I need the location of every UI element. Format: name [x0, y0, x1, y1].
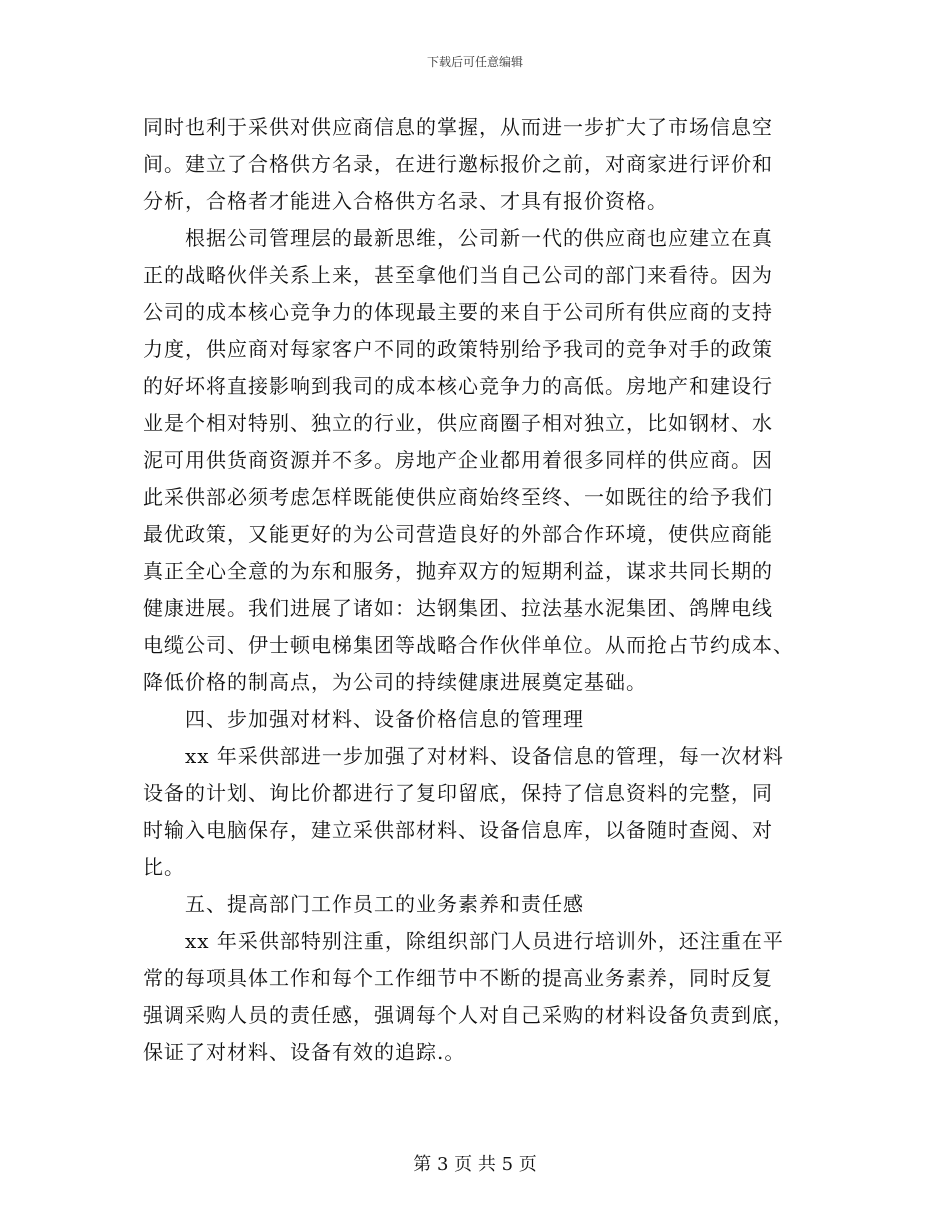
paragraph-price-info [143, 738, 823, 886]
body-line: xx 年采供部特别注重，除组织部门人员进行培训外，还注重在平 [185, 929, 784, 953]
body-line: 健康进展。我们进展了诸如：达钢集团、拉法基水泥集团、鸽牌电线 [143, 596, 773, 620]
body-line: 时输入电脑保存，建立采供部材料、设备信息库，以备随时查阅、对 [143, 818, 773, 842]
body-line: 常的每项具体工作和每个工作细节中不断的提高业务素养，同时反复 [143, 966, 773, 990]
body-line: xx 年采供部进一步加强了对材料、设备信息的管理，每一次材料 [185, 744, 784, 768]
paragraph-staff-quality [143, 923, 823, 1071]
body-line: 业是个相对特别、独立的行业，供应商圈子相对独立，比如钢材、水 [143, 411, 773, 435]
body-line: 泥可用供货商资源并不多。房地产企业都用着很多同样的供应商。因 [143, 448, 773, 472]
paragraph-supplier-info [143, 109, 823, 220]
body-line: 真正全心全意的为东和服务，抛弃双方的短期利益，谋求共同长期的 [143, 559, 773, 583]
body-line: 设备的计划、询比价都进行了复印留底，保持了信息资料的完整，同 [143, 781, 773, 805]
page-header-note: 下载后可任意编辑 [426, 55, 523, 69]
body-line: 公司的成本核心竞争力的体现最主要的来自于公司所有供应商的支持 [143, 300, 773, 324]
body-line: 的好坏将直接影响到我司的成本核心竞争力的高低。房地产和建设行 [143, 374, 773, 398]
body-line: 最优政策，又能更好的为公司营造良好的外部合作环境，使供应商能 [143, 522, 773, 546]
document-body [143, 109, 823, 1071]
section-heading: 四、步加强对材料、设备价格信息的管理理 [185, 707, 584, 731]
body-line: 电缆公司、伊士顿电梯集团等战略合作伙伴单位。从而抢占节约成本、 [143, 633, 794, 657]
paragraph-strategic-partners [143, 220, 823, 701]
body-line: 正的战略伙伴关系上来，甚至拿他们当自己公司的部门来看待。因为 [143, 263, 773, 287]
body-line: 同时也利于采供对供应商信息的掌握，从而进一步扩大了市场信息空 [143, 115, 773, 139]
body-line: 保证了对材料、设备有效的追踪.。 [143, 1040, 466, 1064]
body-line: 此采供部必须考虑怎样既能使供应商始终至终、一如既往的给予我们 [143, 485, 773, 509]
section-heading: 五、提高部门工作员工的业务素养和责任感 [185, 892, 584, 916]
section-heading-five [143, 886, 823, 923]
body-line: 力度，供应商对每家客户不同的政策特别给予我司的竞争对手的政策 [143, 337, 773, 361]
page-number-footer: 第 3 页 共 5 页 [413, 1154, 537, 1175]
body-line: 比。 [143, 855, 185, 879]
body-line: 分析，合格者才能进入合格供方名录、才具有报价资格。 [143, 189, 668, 213]
body-line: 强调采购人员的责任感，强调每个人对自己采购的材料设备负责到底， [143, 1003, 794, 1027]
body-line: 降低价格的制高点，为公司的持续健康进展奠定基础。 [143, 670, 647, 694]
body-line: 根据公司管理层的最新思维，公司新一代的供应商也应建立在真 [185, 226, 773, 250]
body-line: 间。建立了合格供方名录，在进行邀标报价之前，对商家进行评价和 [143, 152, 773, 176]
section-heading-four [143, 701, 823, 738]
